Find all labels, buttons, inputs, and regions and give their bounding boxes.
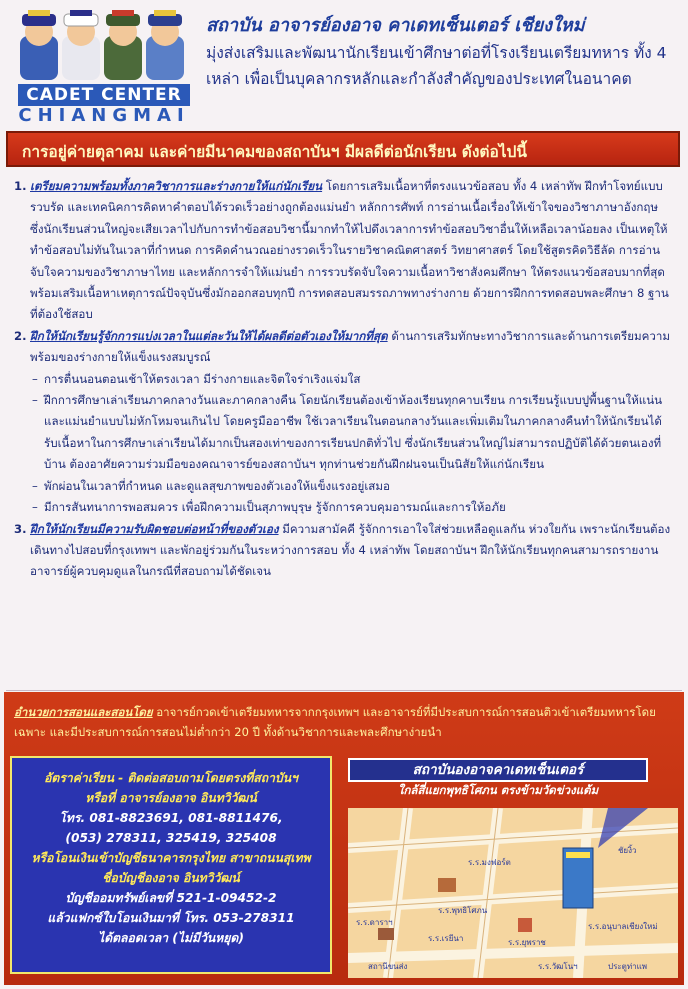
map-label: ร.ร.ดาราฯ (356, 918, 393, 927)
item-lead: เตรียมความพร้อมทั้งภาควิชาการและร่างกายให้แก่นักเรียน (30, 179, 323, 193)
map-label: ร.ร.เรยีนา (428, 934, 464, 943)
teaching-text: อาจารย์กวดเข้าเตรียมทหารจากกรุงเทพฯ และอาจารย์ที่มีประสบการณ์การสอนติวเข้าเตรียมทหารโดยเฉพาะ และมีประสบการณ์การสอนไม่ต่ำกว่า 20 ปี ทั้งด้านวิชาการและพละศึกษาง่ายนำ (14, 705, 656, 739)
contact-line: หรือโอนเงินเข้าบัญชีธนาคารกรุงไทย สาขาถนนสุเทพ (31, 851, 311, 865)
benefit-item-2 (14, 326, 674, 369)
section-divider (6, 690, 682, 691)
logo-title: CADET CENTER (18, 84, 190, 106)
map-label: ชัยงิ้ว (618, 846, 637, 855)
contact-line: ได้ตลอดเวลา (ไม่มีวันหยุด) (98, 931, 244, 945)
teaching-lead: อำนวยการสอนและสอนโดย (14, 705, 153, 719)
item-text: โดยการเสริมเนื้อหาที่ตรงแนวข้อสอบ ทั้ง 4 เหล่าทัพ ฝึกทำโจทย์แบบรวบรัด และเทคนิคการคิดหาคำตอบได้รวดเร็วอย่างถูกต้องแม่นยำ หลักการศัพท์ การอ่านเนื้อเรื่องให้เข้าใจของวิชาภาษาอังกฤษ ซึ่งนักเรียนส่วนใหญ่จะเสียเวลาไปกับการทำข้อสอบวิชานี้มากทำให้ไปดึงเวลาการทำข้อสอบวิชาอื่นให้เหลือเวลาน้อยลง เป็นเหตุให้ทำข้อสอบไม่ทันในเวลาที่กำหนด การคิดคำนวณอย่างรวดเร็วในรายวิชาคณิตศาสตร์ วิทยาศาสตร์ โดยใช้สูตรคิดวิธีลัด การอ่านจับใจความของวิชาภาษาไทย และหลักการจำให้แม่นยำ การรวบรัดจับใจความเนื้อหาวิชาสังคมศึกษา ให้ตรงแนวข้อสอบมากที่สุด พร้อมเสริมเนื้อหาเหตุการณ์ปัจจุบันซึ่งมักออกสอบทุกปี การทดสอบสมรรถภาพทางร่างกาย ด้วยการฝึกการทดสอบพละศึกษา 8 ฐาน ที่ต้องใช้สอบ (30, 179, 669, 322)
headline-banner (6, 131, 680, 167)
contact-phone: โทร. 081-8823691, 081-8811476, (59, 811, 283, 825)
map-label: ประตูท่าแพ (608, 962, 648, 971)
bank-account: บัญชีออมทรัพย์เลขที่ 521-1-09452-2 (65, 891, 277, 905)
sub-bullet: – พักผ่อนในเวลาที่กำหนด และดูแลสุขภาพของตัวเองให้แข็งแรงอยู่เสมอ (32, 478, 390, 493)
map-label: ร.ร.ยุพราช (508, 938, 546, 947)
map-label: ร.ร.อนุบาลเชียงใหม่ (588, 922, 658, 931)
benefits-list (14, 176, 674, 583)
contact-line: ชื่อบัญชีองอาจ อินทวิวัฒน์ (102, 871, 240, 885)
bullet-text: การตื่นนอนตอนเช้าให้ตรงเวลา มีร่างกายและจิตใจร่าเริงแจ่มใส (44, 371, 361, 386)
contact-line: อัตราค่าเรียน - ติดต่อสอบถามโดยตรงที่สถาบันฯ (44, 771, 298, 785)
benefit-item-1 (14, 176, 674, 326)
item-number: 3. (14, 521, 27, 536)
contact-section (4, 692, 684, 985)
item-number: 2. (14, 328, 27, 343)
map-area (348, 808, 678, 978)
contact-fax: แล้วแฟกซ์ใบโอนเงินมาที่ โทร. 053-278311 (47, 911, 295, 925)
contact-phone: (053) 278311, 325419, 325408 (65, 831, 277, 845)
sub-bullet: – มีการสันทนาการพอสมควร เพื่อฝึกความเป็นสุภาพบุรุษ รู้จักการควบคุมอารมณ์และการให้อภัย (32, 500, 506, 515)
sub-bullet: – ฝึกการศึกษาเล่าเรียนภาคกลางวันและภาคกลางคืน โดยนักเรียนต้องเข้าห้องเรียนทุกคาบเรียน การเรียนรู้แบบปูพื้นฐานให้แน่นและแม่นยำแบบไม่หักโหมจนเกินไป โดยครูมืออาชีพ ใช้เวลาเรียนในตอนกลางวันและเพิ่มเติมในภาคกลางคืนทำให้นักเรียนได้รับเนื้อหาในการศึกษาเล่าเรียนได้มากเป็นสองเท่าของการเรียนปกติทั่วไป ซึ่งนักเรียนส่วนใหญ่ไม่สามารถปฏิบัติได้ด้วยตนเองที่บ้าน ต้องอาศัยความร่วมมือของคณาจารย์ของสถาบันฯ ทุกท่านช่วยกันฝึกฝนจนเป็นนิสัยให้แก่นักเรียน (32, 393, 663, 472)
logo-subtitle: CHIANGMAI (18, 105, 190, 126)
map-label: ร.ร.พุทธิโศภน (438, 906, 488, 915)
map-label: ร.ร.วัฒโนฯ (538, 962, 578, 971)
location-map (348, 758, 678, 978)
benefit-item-3 (14, 519, 674, 583)
banner-text: การอยู่ค่ายตุลาคม และค่ายมีนาคมของสถาบันฯ มีผลดีต่อนักเรียน ดังต่อไปนี้ (22, 143, 527, 161)
street-map-icon (348, 808, 678, 978)
bullet-text: พักผ่อนในเวลาที่กำหนด และดูแลสุขภาพของตัวเองให้แข็งแรงอยู่เสมอ (44, 478, 390, 493)
teaching-info (14, 702, 674, 742)
item-number: 1. (14, 179, 27, 193)
cadets-illustration-icon (8, 6, 194, 86)
bullet-text: มีการสันทนาการพอสมควร เพื่อฝึกความเป็นสุภาพบุรุษ รู้จักการควบคุมอารมณ์และการให้อภัย (44, 500, 506, 515)
map-title: สถาบันองอาจคาเดทเซ็นเตอร์ (348, 758, 648, 782)
sub-bullet: – การตื่นนอนตอนเช้าให้ตรงเวลา มีร่างกายและจิตใจร่าเริงแจ่มใส (32, 371, 361, 386)
contact-line: หรือที่ อาจารย์องอาจ อินทวิวัฒน์ (85, 791, 257, 805)
cadet-center-logo (8, 6, 194, 124)
map-label: สถานีขนส่ง (368, 962, 408, 971)
mission-statement: มุ่งส่งเสริมและพัฒนานักเรียนเข้าศึกษาต่อที่โรงเรียนเตรียมทหาร ทั้ง 4 เหล่า เพื่อเป็นบุคลากรหลักและกำลังสำคัญของประเทศในอนาคต (206, 44, 667, 88)
item-lead: ฝึกให้นักเรียนรู้จักการแบ่งเวลาในแต่ละวันให้ได้ผลดีต่อตัวเองให้มากที่สุด (30, 328, 388, 343)
item-text: มีความสามัคคี รู้จักการเอาใจใส่ช่วยเหลือดูแลกัน ห่วงใยกัน เพราะนักเรียนต้องเดินทางไปสอบที่กรุงเทพฯ และพักอยู่ร่วมกันในระหว่างการสอบ ทั้ง 4 เหล่าทัพ โดยสถาบันฯ ฝึกให้นักเรียนทุกคนสามารถรายงานอาจารย์ผู้ควบคุมดูแลในกรณีที่สอบถามได้ชัดเจน (30, 521, 671, 579)
contact-box (10, 756, 332, 974)
map-label: ร.ร.มงฟอร์ต (468, 858, 511, 867)
map-subtitle: ใกล้สี่แยกพุทธิโศภน ตรงข้ามวัดข่วงแต้ม (397, 783, 599, 797)
item-text: ด้านการเสริมทักษะทางวิชาการและด้านการเตรียมความพร้อมของร่างกายให้แข็งแรงสมบูรณ์ (30, 328, 671, 365)
item-lead: ฝึกให้นักเรียนมีความรับผิดชอบต่อหน้าที่ของตัวเอง (30, 521, 279, 536)
institute-name: สถาบัน อาจารย์องอาจ คาเดทเซ็นเตอร์ เชียงใหม่ (206, 15, 585, 36)
bullet-text: ฝึกการศึกษาเล่าเรียนภาคกลางวันและภาคกลางคืน โดยนักเรียนต้องเข้าห้องเรียนทุกคาบเรียน การเรียนรู้แบบปูพื้นฐานให้แน่นและแม่นยำแบบไม่หักโหมจนเกินไป โดยครูมืออาชีพ ใช้เวลาเรียนในตอนกลางวันและเพิ่มเติมในภาคกลางคืนทำให้นักเรียนได้รับเนื้อหาในการศึกษาเล่าเรียนได้มากเป็นสองเท่าของการเรียนปกติทั่วไป ซึ่งนักเรียนส่วนใหญ่ไม่สามารถปฏิบัติได้ด้วยตนเองที่บ้าน ต้องอาศัยความร่วมมือของคณาจารย์ของสถาบันฯ ทุกท่านช่วยกันฝึกฝนจนเป็นนิสัยให้แก่นักเรียน (44, 393, 663, 472)
